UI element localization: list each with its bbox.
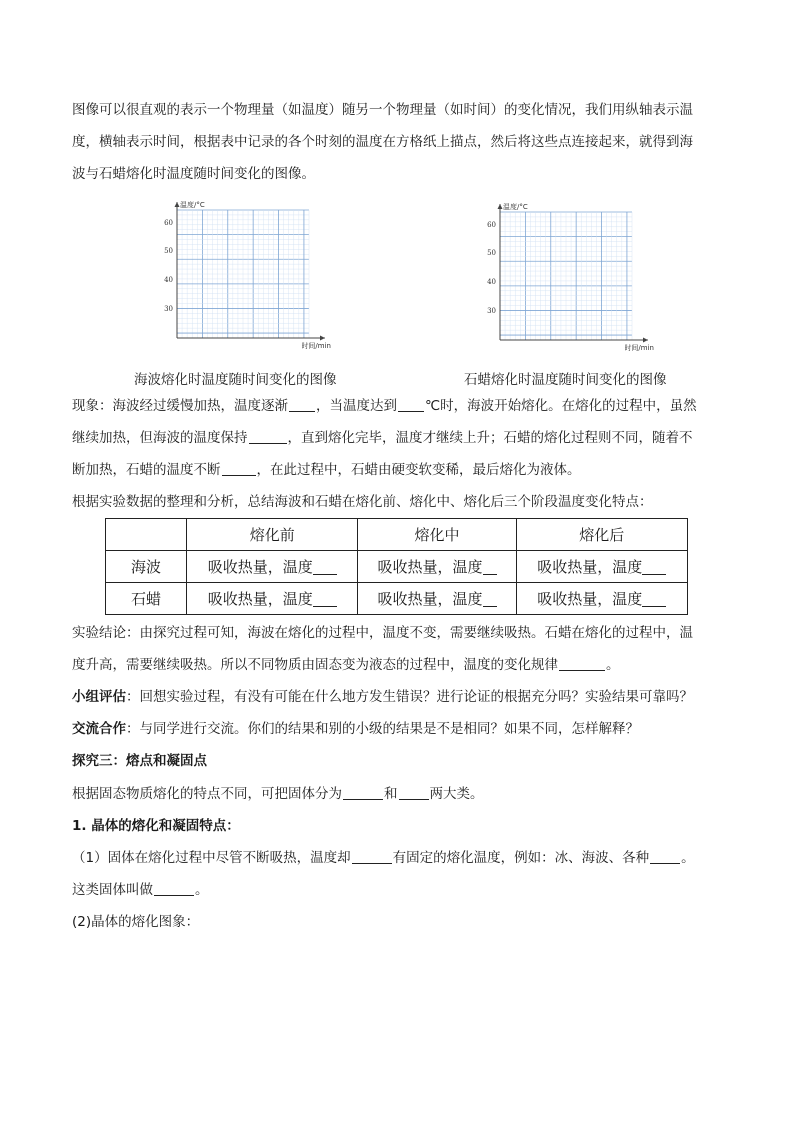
classify-text: 两大类。 bbox=[429, 786, 484, 802]
crystal-text: 。 bbox=[195, 882, 209, 898]
evaluation-label: 小组评估 bbox=[72, 689, 126, 705]
blank-fill[interactable] bbox=[483, 590, 497, 607]
evaluation-text: ：回想实验过程，有没有可能在什么地方发生错误？进行论证的根据充分吗？实验结果可靠吗？ bbox=[126, 689, 693, 705]
phenomenon-text: 断加热，石蜡的温度不断 bbox=[72, 462, 221, 478]
table-cell bbox=[516, 583, 687, 615]
blank-fill[interactable] bbox=[642, 558, 666, 575]
table-row-label: 海波 bbox=[106, 551, 187, 583]
blank-fill[interactable] bbox=[650, 848, 680, 864]
blank-fill[interactable] bbox=[483, 558, 497, 575]
blank-fill[interactable] bbox=[399, 784, 429, 800]
table-row-label: 石蜡 bbox=[106, 583, 187, 615]
cooperation-label: 交流合作 bbox=[72, 721, 126, 737]
y-axis-arrow bbox=[175, 202, 180, 207]
table-header-cell bbox=[106, 519, 187, 551]
x-axis-arrow bbox=[320, 336, 325, 341]
crystal-item-1-line-1 bbox=[72, 842, 724, 874]
crystal-text: （1）固体在熔化过程中尽管不断吸热，温度却 bbox=[72, 850, 351, 866]
table-cell bbox=[358, 583, 516, 615]
conclusion-line-1: 实验结论：由探究过程可知，海波在熔化的过程中，温度不变，需要继续吸热。石蜡在熔化的过程中，温 bbox=[72, 625, 693, 641]
phenomenon-text: ，当温度达到 bbox=[316, 398, 397, 414]
intro-line-3: 波与石蜡熔化时温度随时间变化的图像。 bbox=[72, 166, 315, 182]
phenomenon-line-3 bbox=[72, 454, 724, 486]
phenomenon-text: 继续加热，但海波的温度保持 bbox=[72, 430, 248, 446]
y-tick-label: 50 bbox=[487, 249, 496, 257]
y-tick-label: 60 bbox=[487, 221, 496, 229]
table-header-cell: 熔化中 bbox=[358, 519, 516, 551]
y-tick-label: 30 bbox=[487, 307, 496, 315]
x-axis-label: 时间/min bbox=[301, 342, 331, 350]
blank-fill[interactable] bbox=[289, 396, 315, 412]
blank-fill[interactable] bbox=[398, 396, 424, 412]
paraffin-chart-right bbox=[478, 198, 658, 358]
cooperation-text: ：与同学进行交流。你们的结果和别的小级的结果是不是相同？如果不同，怎样解释？ bbox=[126, 721, 639, 737]
table-cell bbox=[516, 551, 687, 583]
x-axis-arrow bbox=[643, 338, 648, 343]
intro-line-2: 度，横轴表示时间，根据表中记录的各个时刻的温度在方格纸上描点，然后将这些点连接起来，就得到海 bbox=[72, 134, 693, 150]
phenomenon-text: ，在此过程中，石蜡由硬变软变稀，最后熔化为液体。 bbox=[256, 462, 581, 478]
table-row bbox=[106, 551, 688, 583]
crystal-item-1-line-2 bbox=[72, 874, 724, 906]
blank-fill[interactable] bbox=[154, 880, 194, 896]
x-axis-label: 时间/min bbox=[624, 344, 654, 352]
chart-caption-right: 石蜡熔化时温度随时间变化的图像 bbox=[464, 372, 667, 388]
phenomenon-text: ℃时，海波开始熔化。在熔化的过程中，虽然 bbox=[425, 398, 697, 414]
chart-caption-left: 海波熔化时温度随时间变化的图像 bbox=[134, 372, 337, 388]
summary-intro: 根据实验数据的整理和分析，总结海波和石蜡在熔化前、熔化中、熔化后三个阶段温度变化特点： bbox=[72, 494, 653, 510]
classify-text: 和 bbox=[384, 786, 398, 802]
melting-stage-table bbox=[105, 518, 688, 615]
blank-fill[interactable] bbox=[559, 655, 605, 671]
y-axis-arrow bbox=[498, 204, 503, 209]
y-tick-label: 30 bbox=[164, 305, 173, 313]
table-header-row bbox=[106, 519, 688, 551]
phenomenon-line-2 bbox=[72, 422, 724, 454]
blank-fill[interactable] bbox=[222, 460, 256, 476]
blank-fill[interactable] bbox=[343, 784, 383, 800]
blank-fill[interactable] bbox=[352, 848, 392, 864]
phenomenon-text: ，直到熔化完毕，温度才继续上升；石蜡的熔化过程则不同，随着不 bbox=[287, 430, 693, 446]
y-tick-label: 60 bbox=[164, 219, 173, 227]
blank-fill[interactable] bbox=[642, 590, 666, 607]
conclusion-text: 。 bbox=[606, 657, 620, 673]
table-header-cell: 熔化前 bbox=[187, 519, 358, 551]
blank-fill[interactable] bbox=[249, 428, 287, 444]
crystal-text: 有固定的熔化温度，例如：冰、海波、各种 bbox=[392, 850, 650, 866]
cell-text: 吸收热量，温度 bbox=[207, 558, 313, 576]
blank-fill[interactable] bbox=[313, 558, 337, 575]
table-header-cell: 熔化后 bbox=[516, 519, 687, 551]
conclusion-line-2 bbox=[72, 649, 724, 681]
cooperation bbox=[72, 713, 724, 745]
blank-fill[interactable] bbox=[313, 590, 337, 607]
conclusion-text: 度升高，需要继续吸热。所以不同物质由固态变为液态的过程中，温度的变化规律 bbox=[72, 657, 558, 673]
group-evaluation bbox=[72, 681, 724, 713]
y-axis-label: 温度/°C bbox=[503, 203, 528, 211]
paraffin-hypo-chart-left bbox=[155, 196, 335, 356]
phenomenon-line-1 bbox=[72, 390, 724, 422]
section-3-title: 探究三：熔点和凝固点 bbox=[72, 753, 207, 769]
cell-text: 吸收热量，温度 bbox=[537, 558, 643, 576]
y-axis-label: 温度/°C bbox=[180, 201, 205, 209]
crystal-item-2: (2)晶体的熔化图象： bbox=[72, 914, 200, 930]
y-tick-label: 40 bbox=[164, 276, 173, 284]
y-tick-label: 40 bbox=[487, 278, 496, 286]
table-cell bbox=[358, 551, 516, 583]
y-tick-label: 50 bbox=[164, 247, 173, 255]
intro-line-1: 图像可以很直观的表示一个物理量（如温度）随另一个物理量（如时间）的变化情况，我们用纵轴表示温 bbox=[72, 102, 693, 118]
table-row bbox=[106, 583, 688, 615]
crystal-text: 这类固体叫做 bbox=[72, 882, 153, 898]
table-cell bbox=[187, 583, 358, 615]
crystal-text: 。 bbox=[681, 850, 695, 866]
classify-line bbox=[72, 778, 724, 810]
cell-text: 吸收热量，温度 bbox=[377, 590, 483, 608]
cell-text: 吸收热量，温度 bbox=[377, 558, 483, 576]
crystal-title: 1. 晶体的熔化和凝固特点： bbox=[72, 818, 240, 834]
cell-text: 吸收热量，温度 bbox=[207, 590, 313, 608]
table-cell bbox=[187, 551, 358, 583]
classify-text: 根据固态物质熔化的特点不同，可把固体分为 bbox=[72, 786, 342, 802]
phenomenon-text: 现象：海波经过缓慢加热，温度逐渐 bbox=[72, 398, 288, 414]
cell-text: 吸收热量，温度 bbox=[537, 590, 643, 608]
